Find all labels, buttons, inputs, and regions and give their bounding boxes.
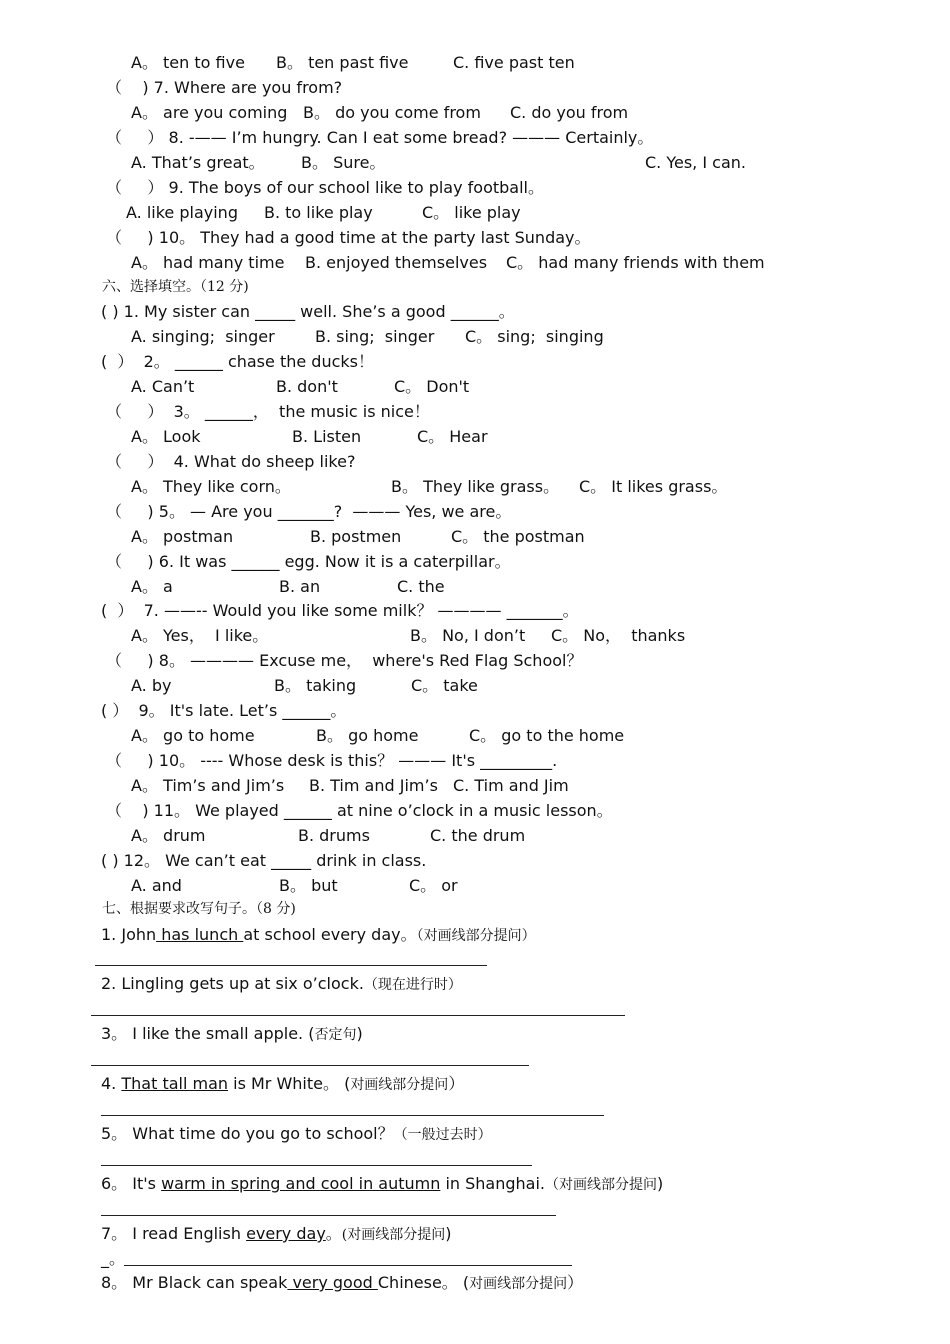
answer-line-1[interactable]: [95, 965, 487, 966]
s6-q2-option-a: A. Can’t: [131, 377, 195, 396]
q10-option-b: B. enjoyed themselves: [305, 253, 488, 272]
s7-s8-post: Chinese。 (: [377, 1273, 470, 1292]
q6-option-c: C. five past ten: [453, 53, 575, 72]
s7-s7-lead: _。: [101, 1249, 126, 1268]
s6-q1-option-a: A. singing; singer: [131, 327, 275, 346]
s6-q5-option-c: C。 the postman: [451, 527, 585, 546]
s7-sentence-1: [101, 925, 536, 946]
s7-s8-pre: 8。 Mr Black can speak: [101, 1273, 288, 1292]
s7-s7-underlined: every day: [246, 1224, 326, 1243]
s7-s7-pre: 7。 I read English: [101, 1224, 247, 1243]
s6-q8-option-a: A. by: [131, 676, 172, 695]
s7-s7-end: ): [445, 1224, 452, 1243]
s7-s4-post: is Mr White。 (: [228, 1074, 351, 1093]
s7-sentence-4: [101, 1074, 464, 1095]
answer-line-2[interactable]: [91, 1015, 625, 1016]
q6-option-b: B。 ten past five: [276, 53, 409, 72]
s6-q1-option-b: B. sing; singer: [315, 327, 435, 346]
q10-stem: （ ) 10。 They had a good time at the party last Sunday。: [106, 228, 591, 247]
s6-q9-stem: ( ） 9。 It's late. Let’s ______。: [101, 701, 347, 720]
s6-q12-stem: ( ) 12。 We can’t eat _____ drink in class.: [101, 851, 427, 870]
s7-s3-end: ): [356, 1024, 363, 1043]
q8-option-a: A. That’s great。: [131, 153, 265, 172]
s7-sentence-5: [101, 1124, 492, 1145]
s6-q12-option-c: C。 or: [409, 876, 458, 895]
s6-q2-stem: ( ） 2。 ______ chase the ducks！: [101, 352, 374, 371]
s6-q8-option-b: B。 taking: [274, 676, 357, 695]
s6-q12-option-b: B。 but: [279, 876, 338, 895]
s6-q4-option-a: A。 They like corn。: [131, 477, 291, 496]
s7-s3-note: 否定句: [314, 1027, 357, 1043]
q8-option-b: B。 Sure。: [301, 153, 386, 172]
s7-s5-text: 5。 What time do you go to school？: [101, 1124, 394, 1143]
q6-option-a: A。 ten to five: [131, 53, 245, 72]
s7-sentence-3: [101, 1024, 363, 1045]
q9-option-b: B. to like play: [264, 203, 373, 222]
s7-s8-end: ）: [567, 1273, 584, 1292]
s6-q5-stem: （ ) 5。 — Are you _______? ——— Yes, we are。: [106, 502, 512, 521]
s6-q10-stem: （ ) 10。 ---- Whose desk is this？ ——— It's _________.: [106, 751, 558, 770]
s6-q11-option-a: A。 drum: [131, 826, 206, 845]
q9-stem: （ ） 9. The boys of our school like to play football。: [106, 178, 544, 197]
answer-line-4[interactable]: [101, 1115, 604, 1116]
s7-s1-underlined: has lunch: [156, 925, 244, 944]
s7-sentence-8: [101, 1273, 583, 1294]
s6-q5-option-b: B. postmen: [310, 527, 402, 546]
s7-s8-note: 对画线部分提问: [469, 1276, 568, 1292]
answer-line-6[interactable]: [101, 1215, 556, 1216]
s7-s4-underlined: That tall man: [121, 1074, 229, 1093]
q7-option-b: B。 do you come from: [303, 103, 481, 122]
q9-option-a: A. like playing: [126, 203, 238, 222]
s6-q1-option-c: C。 sing; singing: [465, 327, 604, 346]
q7-stem: （ ) 7. Where are you from?: [106, 78, 343, 97]
s7-s2-text: 2. Lingling gets up at six o’clock.: [101, 974, 364, 993]
s7-s6-underlined: warm in spring and cool in autumn: [161, 1174, 441, 1193]
s6-q6-option-b: B. an: [279, 577, 321, 596]
s6-q11-option-b: B. drums: [298, 826, 370, 845]
s7-s1-note: （对画线部分提问）: [416, 928, 536, 944]
s6-q3-option-c: C。 Hear: [417, 427, 488, 446]
q10-option-a: A。 had many time: [131, 253, 285, 272]
s6-q9-option-a: A。 go to home: [131, 726, 255, 745]
s6-q8-option-c: C。 take: [411, 676, 478, 695]
s6-q10-option-c: C. Tim and Jim: [453, 776, 569, 795]
s6-q6-option-c: C. the: [397, 577, 445, 596]
q7-option-a: A。 are you coming: [131, 103, 288, 122]
q8-stem: （ ） 8. -—— I’m hungry. Can I eat some bread? ——— Certainly。: [106, 128, 654, 147]
s7-sentence-6: [101, 1174, 663, 1195]
s6-q7-option-a: A。 Yes， I like。: [131, 626, 269, 645]
s7-s2-note: （现在进行时）: [363, 977, 462, 993]
s6-q4-option-c: C。 It likes grass。: [579, 477, 728, 496]
s6-q12-option-a: A. and: [131, 876, 182, 895]
s6-q2-option-c: C。 Don't: [394, 377, 470, 396]
s6-q9-option-c: C。 go to the home: [469, 726, 625, 745]
answer-line-5[interactable]: [101, 1165, 532, 1166]
s6-q11-option-c: C. the drum: [430, 826, 526, 845]
s6-q3-option-b: B. Listen: [292, 427, 362, 446]
s6-q1-stem: ( ) 1. My sister can _____ well. She’s a good ______。: [101, 302, 515, 321]
s6-q8-stem: （ ) 8。 ———— Excuse me， where's Red Flag School？: [106, 651, 583, 670]
s7-s7-note: (对画线部分提问: [341, 1227, 446, 1243]
s7-s8-underlined: very good: [287, 1273, 378, 1292]
s6-q6-option-a: A。 a: [131, 577, 173, 596]
s6-q10-option-a: A。 Tim’s and Jim’s: [131, 776, 285, 795]
s6-q4-stem: （ ） 4. What do sheep like?: [106, 452, 356, 471]
s6-q11-stem: （ ) 11。 We played ______ at nine o’clock in a music lesson。: [106, 801, 613, 820]
section-7-title: 七、根据要求改写句子。（8 分): [102, 901, 296, 917]
section-6-title: 六、选择填空。（12 分): [102, 279, 249, 295]
answer-line-3[interactable]: [91, 1065, 529, 1066]
s7-s6-pre: 6。 It's: [101, 1174, 162, 1193]
s6-q4-option-b: B。 They like grass。: [391, 477, 560, 496]
answer-line-7[interactable]: [124, 1265, 572, 1266]
s7-s5-note: （一般过去时）: [393, 1127, 492, 1143]
s6-q2-option-b: B. don't: [276, 377, 338, 396]
s7-sentence-2: [101, 974, 462, 995]
s6-q7-option-c: C。 No， thanks: [551, 626, 686, 645]
s6-q7-stem: ( ） 7. ——-- Would you like some milk？ ———— _______。: [101, 601, 579, 620]
s7-s3-text: 3。 I like the small apple. (: [101, 1024, 315, 1043]
s7-s6-end: ): [657, 1174, 664, 1193]
q10-option-c: C。 had many friends with them: [506, 253, 765, 272]
s6-q6-stem: （ ) 6. It was ______ egg. Now it is a caterpillar。: [106, 552, 511, 571]
s6-q9-option-b: B。 go home: [316, 726, 419, 745]
s7-s1-pre: 1. John: [101, 925, 157, 944]
s7-s1-post: at school every day。: [243, 925, 417, 944]
s7-sentence-7: [101, 1224, 452, 1245]
q8-option-c: C. Yes, I can.: [645, 153, 746, 172]
s7-s4-pre: 4.: [101, 1074, 122, 1093]
s6-q3-stem: （ ） 3。 ______， the music is nice！: [106, 402, 430, 421]
s7-s6-note: （对画线部分提问: [545, 1177, 658, 1193]
q7-option-c: C. do you from: [510, 103, 629, 122]
s7-s4-note: 对画线部分提问: [350, 1077, 449, 1093]
s6-q3-option-a: A。 Look: [131, 427, 201, 446]
s7-s6-post: in Shanghai.: [440, 1174, 546, 1193]
q9-option-c: C。 like play: [422, 203, 521, 222]
s6-q7-option-b: B。 No, I don’t: [410, 626, 526, 645]
s7-s4-end: ）: [448, 1074, 465, 1093]
s6-q10-option-b: B. Tim and Jim’s: [309, 776, 438, 795]
s7-s7-post: 。: [325, 1224, 342, 1243]
s6-q5-option-a: A。 postman: [131, 527, 234, 546]
